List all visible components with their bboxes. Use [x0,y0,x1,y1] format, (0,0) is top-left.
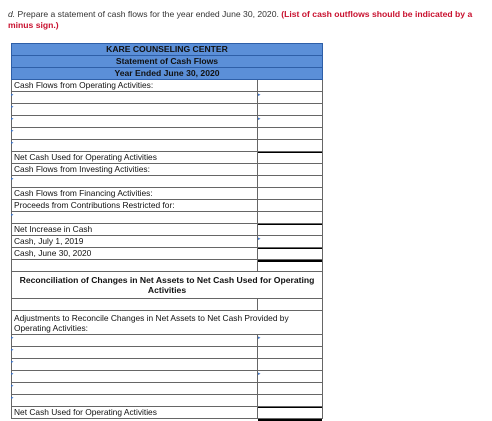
cash-end-row [11,248,323,260]
net-operating-reconciled-row [11,407,323,419]
investing-entry-row[interactable] [11,176,323,188]
dropdown-indicator-icon: ▸ [11,104,14,110]
adjustment-description-input[interactable] [12,395,257,406]
operating-entry-row[interactable] [11,104,323,116]
dropdown-indicator-icon: ▸ [11,140,14,146]
dropdown-indicator-icon: ▸ [11,371,14,377]
adjustments-label: Adjustments to Reconcile Changes in Net Assets to Net Cash Provided by Operating Activities: [11,311,323,335]
statement-title: Statement of Cash Flows [12,56,322,68]
reconciliation-title: Reconciliation of Changes in Net Assets to Net Cash Used for Operating Activities [11,272,323,299]
org-name: KARE COUNSELING CENTER [12,44,322,56]
operating-amount-input[interactable] [258,116,322,127]
adjustment-description-input[interactable] [12,371,257,382]
dropdown-indicator-icon: ▸ [11,359,14,365]
net-operating-row [11,152,323,164]
net-increase-row [11,224,323,236]
net-operating-label: Net Cash Used for Operating Activities [14,152,157,162]
adjustment-amount-input[interactable] [258,371,322,382]
question-label: d. [8,9,16,19]
cash-flow-statement-table [11,43,323,419]
net-increase-amount-input[interactable] [258,225,322,236]
adjustment-description-input[interactable] [12,359,257,370]
operating-description-input[interactable] [12,128,257,139]
investing-amount-input[interactable] [258,176,322,187]
dropdown-indicator-icon: ▸ [11,128,14,134]
adjustment-amount-input[interactable] [258,383,322,394]
operating-description-input[interactable] [12,92,257,103]
adjustment-entry-row[interactable] [11,335,323,347]
operating-entry-row[interactable] [11,140,323,152]
spacer-row [11,260,323,272]
dropdown-indicator-icon: ▸ [11,335,14,341]
operating-amount-input[interactable] [258,92,322,103]
operating-entry-row[interactable] [11,128,323,140]
proceeds-label: Proceeds from Contributions Restricted for: [14,200,175,210]
dropdown-indicator-icon: ▸ [258,92,261,98]
financing-header-row [11,188,323,200]
adjustment-entry-row[interactable] [11,371,323,383]
net-operating-reconciled-label: Net Cash Used for Operating Activities [14,407,157,417]
dropdown-indicator-icon: ▸ [11,176,14,182]
financing-entry-row[interactable] [11,212,323,224]
dropdown-indicator-icon: ▸ [258,236,261,242]
operating-header-row [11,80,323,92]
operating-description-input[interactable] [12,140,257,151]
question-prompt [8,9,488,30]
adjustment-amount-input[interactable] [258,347,322,358]
statement-period: Year Ended June 30, 2020 [114,68,220,78]
statement-header [11,43,323,80]
cash-begin-row [11,236,323,248]
adjustment-entry-row[interactable] [11,347,323,359]
financing-description-input[interactable] [12,212,257,223]
net-operating-reconciled-amount-input[interactable] [258,408,322,419]
adjustment-amount-input[interactable] [258,359,322,370]
dropdown-indicator-icon: ▸ [11,92,14,98]
cash-end-amount-input[interactable] [258,249,322,260]
operating-entry-row[interactable] [11,116,323,128]
cash-begin-label: Cash, July 1, 2019 [14,236,84,246]
financing-header-label: Cash Flows from Financing Activities: [14,188,153,198]
adjustment-description-input[interactable] [12,383,257,394]
adjustment-entry-row[interactable] [11,359,323,371]
adjustment-entry-row[interactable] [11,395,323,407]
dropdown-indicator-icon: ▸ [258,116,261,122]
adjustment-entry-row[interactable] [11,383,323,395]
net-operating-amount-input[interactable] [258,153,322,164]
operating-amount-input[interactable] [258,104,322,115]
dropdown-indicator-icon: ▸ [11,212,14,218]
net-increase-label: Net Increase in Cash [14,224,93,234]
investing-header-row [11,164,323,176]
spacer-row [11,299,323,311]
cash-end-label: Cash, June 30, 2020 [14,248,92,258]
operating-amount-input[interactable] [258,140,322,151]
question-text: Prepare a statement of cash flows for the year ended June 30, 2020. [15,9,282,19]
operating-description-input[interactable] [12,116,257,127]
operating-entry-row[interactable] [11,92,323,104]
operating-header-label: Cash Flows from Operating Activities: [14,80,154,90]
adjustment-description-input[interactable] [12,335,257,346]
dropdown-indicator-icon: ▸ [11,116,14,122]
cash-begin-amount-input[interactable] [258,236,322,247]
investing-description-input[interactable] [12,176,257,187]
question-note: (List of cash outflows should be indicated by a minus sign.) [8,9,473,30]
investing-header-label: Cash Flows from Investing Activities: [14,164,150,174]
dropdown-indicator-icon: ▸ [11,383,14,389]
dropdown-indicator-icon: ▸ [11,395,14,401]
proceeds-row [11,200,323,212]
operating-amount-input[interactable] [258,128,322,139]
adjustment-amount-input[interactable] [258,395,322,406]
adjustment-description-input[interactable] [12,347,257,358]
adjustment-amount-input[interactable] [258,335,322,346]
financing-amount-input[interactable] [258,212,322,223]
dropdown-indicator-icon: ▸ [11,347,14,353]
operating-description-input[interactable] [12,104,257,115]
dropdown-indicator-icon: ▸ [258,335,261,341]
dropdown-indicator-icon: ▸ [258,371,261,377]
